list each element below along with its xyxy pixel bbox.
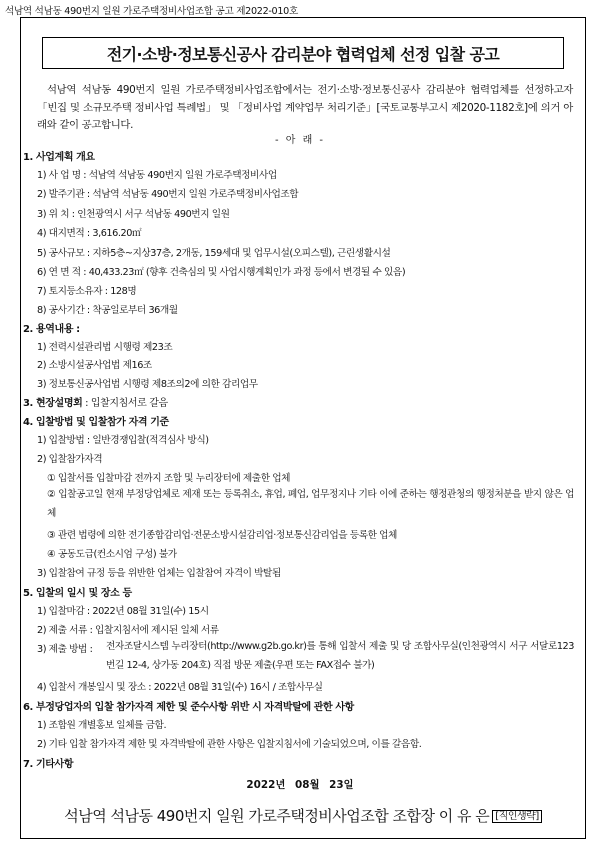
intro-paragraph: 석남역 석남동 490번지 일원 가로주택정비사업조합에서는 전기·소방·정보통신공사 감리분야 협력업체를 선정하고자 「빈집 및 소규모주택 정비사업 특례법」 및 「정비사업 계약업무 처리기준」[국토교통부고시 제2020-1182호]에 의거 아래와 같이 공고합니다. (37, 84, 573, 131)
s6-item-2: 2) 기타 입찰 참가자격 제한 및 자격박탈에 관한 사항은 입찰지침서에 기술되었으며, 이를 갈음함. (37, 739, 422, 750)
section-1-heading: 1. 사업계획 개요 (23, 152, 95, 163)
notice-number: 석남역 석남동 490번지 일원 가로주택정비사업조합 공고 제2022-010호 (5, 6, 298, 17)
s4-sub-2: ② 입찰공고일 현재 부정당업체로 제재 또는 등록취소, 휴업, 폐업, 업무정지나 기타 이에 준하는 행정관청의 행정처분을 받지 않은 업체 (47, 489, 574, 519)
s4-item-2: 2) 입찰참가자격 (37, 454, 103, 465)
section-5-heading: 5. 입찰의 일시 및 장소 등 (23, 588, 132, 599)
s4-sub-1: ① 입찰서를 입찰마감 전까지 조합 및 누리장터에 제출한 업체 (47, 473, 291, 484)
section-3-text: : 입찰지침서로 갈음 (82, 398, 168, 409)
signature-line (28, 805, 578, 826)
s1-item: 8) 공사기간 : 착공일로부터 36개월 (37, 305, 178, 316)
s4-sub-4: ④ 공동도급(컨소시엄 구성) 불가 (47, 549, 177, 560)
s1-item: 4) 대지면적 : 3,616.20㎡ (37, 228, 142, 239)
s5-item-2: 2) 제출 서류 : 입찰지침서에 제시된 일체 서류 (37, 625, 219, 636)
s1-item: 5) 공사규모 : 지하5층~지상37층, 2개동, 159세대 및 업무시설(오피스텔), 근린생활시설 (37, 248, 391, 259)
s5-item-3-head: 3) 제출 방법 : (37, 644, 93, 655)
section-3-heading: 3. 현장설명회 (23, 398, 83, 409)
s4-item-3: 3) 입찰참여 규정 등을 위반한 업체는 입찰참여 자격이 박탈됨 (37, 568, 281, 579)
below-label: - 아 래 - (274, 135, 326, 146)
seal-omitted-note: [직인생략] (492, 810, 541, 823)
s1-item: 7) 토지등소유자 : 128명 (37, 286, 137, 297)
s1-item: 2) 발주기관 : 석남역 석남동 490번지 일원 가로주택정비사업조합 (37, 189, 299, 200)
s5-item-1: 1) 입찰마감 : 2022년 08월 31일(수) 15시 (37, 606, 209, 617)
s4-item-1: 1) 입찰방법 : 일반경쟁입찰(적격심사 방식) (37, 435, 209, 446)
s2-item: 1) 전력시설관리법 시행령 제23조 (37, 342, 173, 353)
s2-item: 2) 소방시설공사업법 제16조 (37, 360, 152, 371)
s1-item: 1) 사 업 명 : 석남역 석남동 490번지 일원 가로주택정비사업 (37, 170, 277, 181)
title-box (42, 37, 564, 69)
section-4-heading: 4. 입찰방법 및 입찰참가 자격 기준 (23, 417, 169, 428)
section-3 (23, 394, 168, 409)
signatory: 석남역 석남동 490번지 일원 가로주택정비사업조합 조합장 이 유 은 (64, 807, 490, 825)
s4-sub-3: ③ 관련 법령에 의한 전기종합감리업·전문소방시설감리업·정보통신감리업을 등록한 업체 (47, 530, 397, 541)
s5-item-3-body: 전자조달시스템 누리장터(http://www.g2b.go.kr)를 통해 입찰서 제출 및 당 조합사무실(인천광역시 서구 서달로123번길 12-4, 상가동 204호) 직접 방문 제출(우편 또는 FAX접수 불가) (106, 641, 574, 671)
document-title: 전기·소방·정보통신공사 감리분야 협력업체 선정 입찰 공고 (106, 44, 500, 64)
s6-item-1: 1) 조합원 개별홍보 일체를 금함. (37, 720, 167, 731)
notice-date: 2022년 08월 23일 (246, 779, 354, 791)
section-7-heading: 7. 기타사항 (23, 759, 74, 770)
s5-item-4: 4) 입찰서 개봉일시 및 장소 : 2022년 08월 31일(수) 16시 / 조합사무실 (37, 682, 323, 693)
section-6-heading: 6. 부정당업자의 입찰 참가자격 제한 및 준수사항 위반 시 자격박탈에 관한 사항 (23, 702, 354, 713)
section-2-heading: 2. 용역내용 : (23, 324, 80, 335)
s1-item: 3) 위 치 : 인천광역시 서구 석남동 490번지 일원 (37, 209, 230, 220)
s1-item: 6) 연 면 적 : 40,433.23㎡ (향후 건축심의 및 사업시행계획인가 과정 등에서 변경될 수 있음) (37, 267, 406, 278)
s2-item: 3) 정보통신공사업법 시행령 제8조의2에 의한 감리업무 (37, 379, 258, 390)
